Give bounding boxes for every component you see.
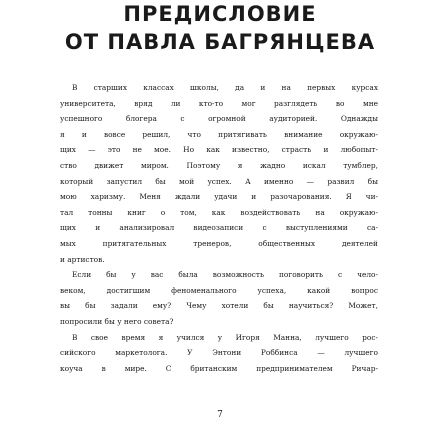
- page-number: 7: [217, 410, 223, 420]
- text-line: тал тонны книг о том, как воздействовать на окружаю-: [60, 207, 378, 217]
- text-line: успешного блогера с огромной аудиторией. Однажды: [60, 114, 378, 124]
- text-line: Если бы у вас была возможность поговорить с чело-: [72, 270, 378, 280]
- chapter-title-line-2: ОТ ПАВЛА БАГРЯНЦЕВА: [64, 30, 376, 54]
- text-line: веком, достигшим феноменального успеха, какой вопрос: [60, 285, 378, 295]
- text-line: я и вовсе решил, что притягивать внимание окружаю-: [60, 129, 378, 139]
- chapter-title-line-1: ПРЕДИСЛОВИЕ: [123, 2, 317, 26]
- text-line: В свое время я учился у Игоря Манна, лучшего рос-: [72, 332, 378, 342]
- body-text: [60, 80, 378, 376]
- text-line: щих — это не мое. Но как известно, страсть и любопыт-: [60, 145, 378, 155]
- text-line: попросили бы у него совета?: [60, 316, 174, 326]
- text-line: щих и анализировал видеозаписи с выступлениями са-: [60, 223, 378, 233]
- text-line: мых притягательных тренеров, общественных деятелей: [60, 238, 378, 248]
- text-line: сийского маркетолога. У Энтони Роббинса — лучшего: [60, 348, 378, 358]
- text-line: который запустил бы мой успех. А именно — развил бы: [60, 176, 378, 186]
- text-line: мою харизму. Меня ждали удачи и разочарования. Я чи-: [60, 192, 378, 202]
- text-line: и артистов.: [60, 254, 105, 264]
- text-line: коуча в мире. С британским предпринимателем Ричар-: [60, 363, 378, 373]
- text-line: университета, вряд ли кто-то мог разглядеть во мне: [60, 98, 378, 108]
- text-line: ство движет миром. Поэтому я жадно искал тумблер,: [60, 160, 378, 170]
- text-line: вы бы задали ему? Чему хотели бы научиться? Может,: [60, 301, 378, 311]
- text-line: В старших классах школы, да и на первых курсах: [72, 83, 378, 92]
